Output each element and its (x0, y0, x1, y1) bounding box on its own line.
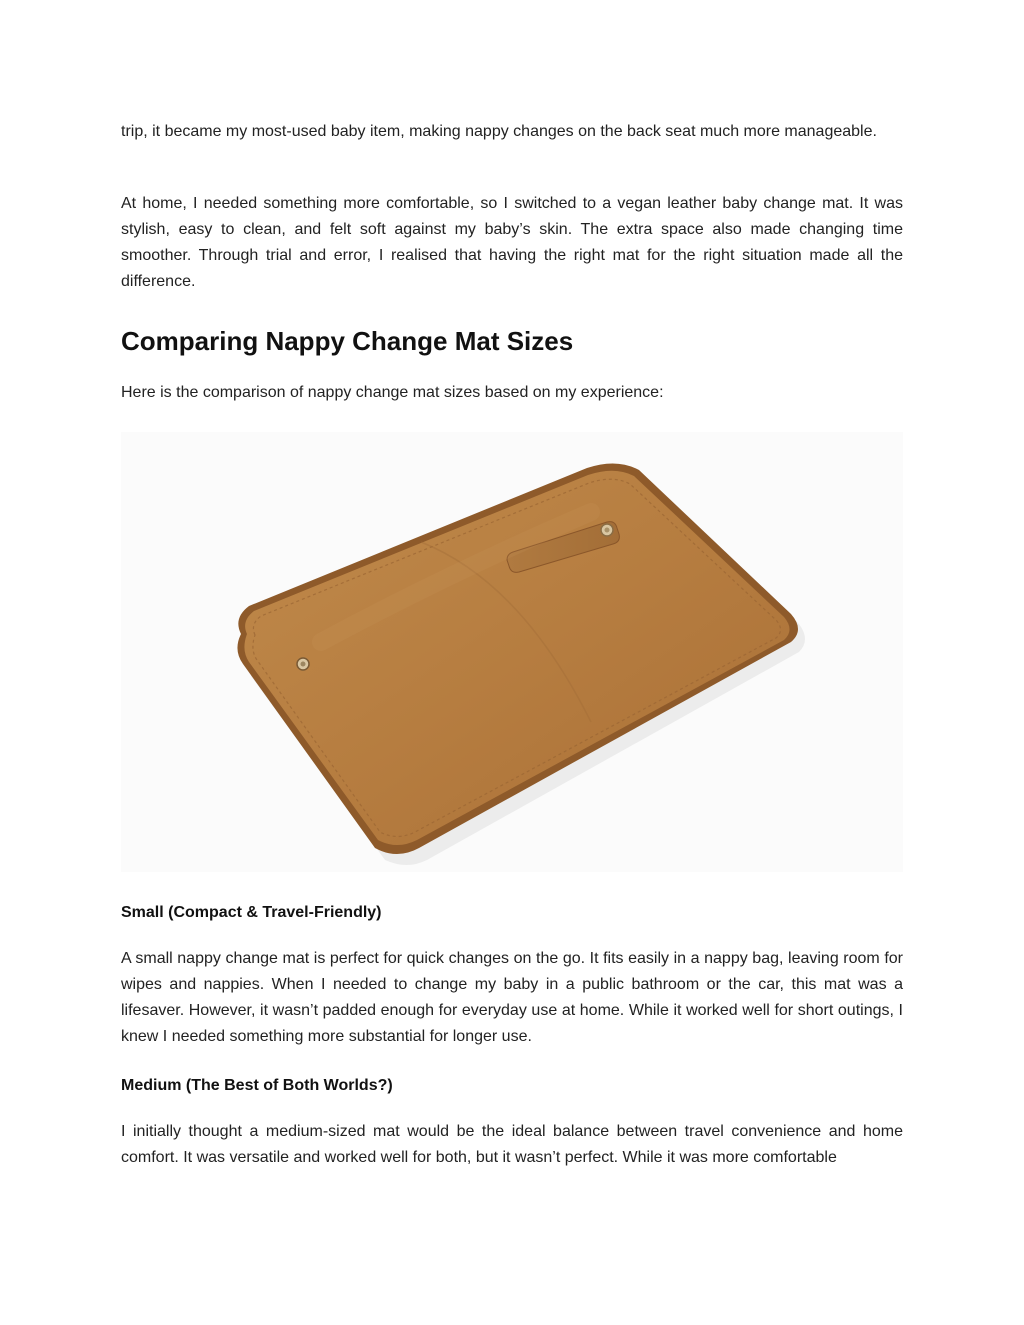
paragraph-small-mat: A small nappy change mat is perfect for quick changes on the go. It fits easily in a nappy bag, leaving room for wipes and nappies. When I needed to change my baby in a public bathroom or the car, this mat was a lifesaver. However, it wasn’t padded enough for everyday use at home. While it worked well for short outings, I knew I needed something more substantial for longer use. (121, 950, 903, 1045)
paragraph-intro-continued: trip, it became my most-used baby item, making nappy changes on the back seat much more manageable. (121, 123, 877, 140)
change-mat-photo (121, 432, 903, 872)
subheading-small: Small (Compact & Travel-Friendly) (121, 904, 382, 921)
section-heading: Comparing Nappy Change Mat Sizes (121, 326, 574, 356)
paragraph-comparison-intro: Here is the comparison of nappy change mat sizes based on my experience: (121, 384, 664, 401)
paragraph-vegan-leather-mat: At home, I needed something more comfortable, so I switched to a vegan leather baby change mat. It was stylish, easy to clean, and felt soft against my baby’s skin. The extra space also made changing time smoother. Through trial and error, I realised that having the right mat for the right situation made all the difference. (121, 195, 903, 290)
paragraph-medium-mat: I initially thought a medium-sized mat would be the ideal balance between travel convenience and home comfort. It was versatile and worked well for both, but it wasn’t perfect. While it was more comfortable (121, 1123, 903, 1166)
subheading-medium: Medium (The Best of Both Worlds?) (121, 1077, 393, 1094)
